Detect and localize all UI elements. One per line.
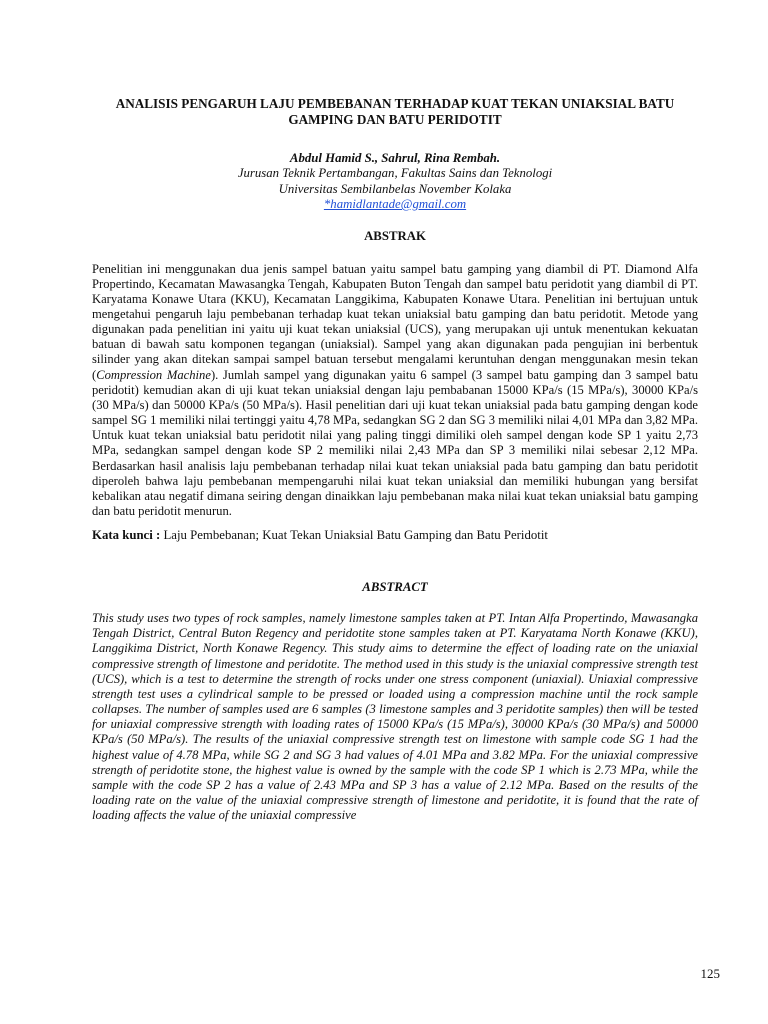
author-list: Abdul Hamid S., Sahrul, Rina Rembah. [289, 151, 501, 165]
abstrak-body-italic-term: Compression Machine [96, 367, 211, 382]
keywords-label: Kata kunci : [92, 528, 161, 543]
affiliation-department: Jurusan Teknik Pertambangan, Fakultas Sains dan Teknologi [237, 166, 553, 180]
abstract-body: This study uses two types of rock samples, namely limestone samples taken at PT. Intan Alfa Propertindo, Mawasangka Tengah District, Central Buton Regency and peridotite stone samples taken at PT. Karyatama North Konawe (KKU), Langgikima District, North Konawe Regency. This study aims to determine the effect of loading rate on the uniaxial compressive strength of limestone and peridotite. The method used in this study is the uniaxial compressive strength test (UCS), which is a test to determine the strength of rocks under one stress component (uniaxial). Uniaxial compressive strength test uses a cylindrical sample to be pressed or loaded using a compression machine until the rock sample collapses. The number of samples used are 6 samples (3 limestone samples and 3 peridotite samples) then will be tested for uniaxial compressive strength with loading rates of 15000 KPa/s (15 MPa/s), 30000 KPa/s (30 MPa/s) and 50000 KPa/s (50 MPa/s). The results of the uniaxial compressive strength test on limestone with sample code SG 1 had the highest value of 4.78 MPa, while SG 2 and SG 3 had values of 4.01 MPa and 3.82 MPa. For the uniaxial compressive strength of peridotite stone, the highest value is owned by the sample with the code SP 1 which is 2.73 MPa, while the sample with the code SP 2 has a value of 2.43 MPa and SP 3 has a value of 2.12 MPa. Based on the results of the loading rate on the value of the uniaxial compressive strength of limestone and peridotite, it is found that the rate of loading affects the value of the uniaxial compressive [92, 611, 698, 823]
keywords-line [92, 527, 698, 543]
abstract-heading: ABSTRACT [362, 580, 428, 595]
abstrak-heading: ABSTRAK [364, 228, 426, 243]
abstrak-body [92, 262, 698, 520]
page-number: 125 [700, 966, 720, 981]
abstrak-body-part-2: ). Jumlah sampel yang digunakan yaitu 6 sampel (3 sampel batu gamping dan 3 sampel batu peridotit) kemudian akan di uji kuat tekan uniaksial dengan laju pembabanan 15000 KPa/s (15 MPa/s), 30000 KPa/s (30 MPa/s) dan 50000 KPa/s (50 MPa/s). Hasil penelitian dari uji kuat tekan uniaksial pada batu gamping dengan kode sampel SG 1 memiliki nilai tertinggi yaitu 4,78 MPa, sedangkan SG 2 dan SG 3 memiliki nilai 4,01 MPa dan 3,82 MPa. Untuk kuat tekan uniaksial batu peridotit nilai yang paling tinggi dimiliki oleh sampel dengan kode SP 1 yaitu 2,73 MPa, sedangkan sampel dengan kode SP 2 memiliki nilai 2,43 MPa dan SP 3 memiliki nilai sebesar 2,12 MPa. Berdasarkan hasil analisis laju pembebanan terhadap nilai kuat tekan uniaksial pada batu gamping dan batu peridotit diperoleh bahwa laju pembebanan mempengaruhi nilai kuat tekan uniaksial dan memiliki hubungan yang bersifat kebalikan atau negatif dimana seiring dengan dinaikkan laju pembebanan maka nilai kuat tekan uniaksial batu gamping dan batu peridotit menurun. [92, 367, 699, 518]
abstrak-body-part-1: Penelitian ini menggunakan dua jenis sampel batuan yaitu sampel batu gamping yang diambil di PT. Diamond Alfa Propertindo, Kecamatan Mawasangka Tengah, Kabupaten Buton Tengah dan sampel batu peridotit yang diambil di PT. Karyatama Konawe Utara (KKU), Kecamatan Langgikima, Kabupaten Konawe Utara. Penelitian ini bertujuan untuk mengetahui pengaruh laju pembebanan terhadap kuat tekan uniaksial batu gamping dan batu peridotit. Metode yang digunakan pada penelitian ini yaitu uji kuat tekan uniaksial (UCS), yang merupakan uji untuk menentukan kekuatan batuan di bawah satu komponen tegangan (uniaksial). Sampel yang akan digunakan pada pengujian ini berbentuk silinder yang akan ditekan sampai sampel batuan tersebut mengalami keruntuhan dengan menggunakan mesin tekan ( [92, 261, 698, 382]
paper-title: ANALISIS PENGARUH LAJU PEMBEBANAN TERHADAP KUAT TEKAN UNIAKSIAL BATU GAMPING DAN BATU PERIDOTIT [115, 96, 675, 127]
affiliation-university: Universitas Sembilanbelas November Kolaka [278, 181, 512, 196]
paper-page [92, 96, 698, 823]
keywords-text: Laju Pembebanan; Kuat Tekan Uniaksial Batu Gamping dan Batu Peridotit [160, 528, 548, 543]
author-email-link[interactable]: *hamidlantade@gmail.com [323, 197, 467, 211]
